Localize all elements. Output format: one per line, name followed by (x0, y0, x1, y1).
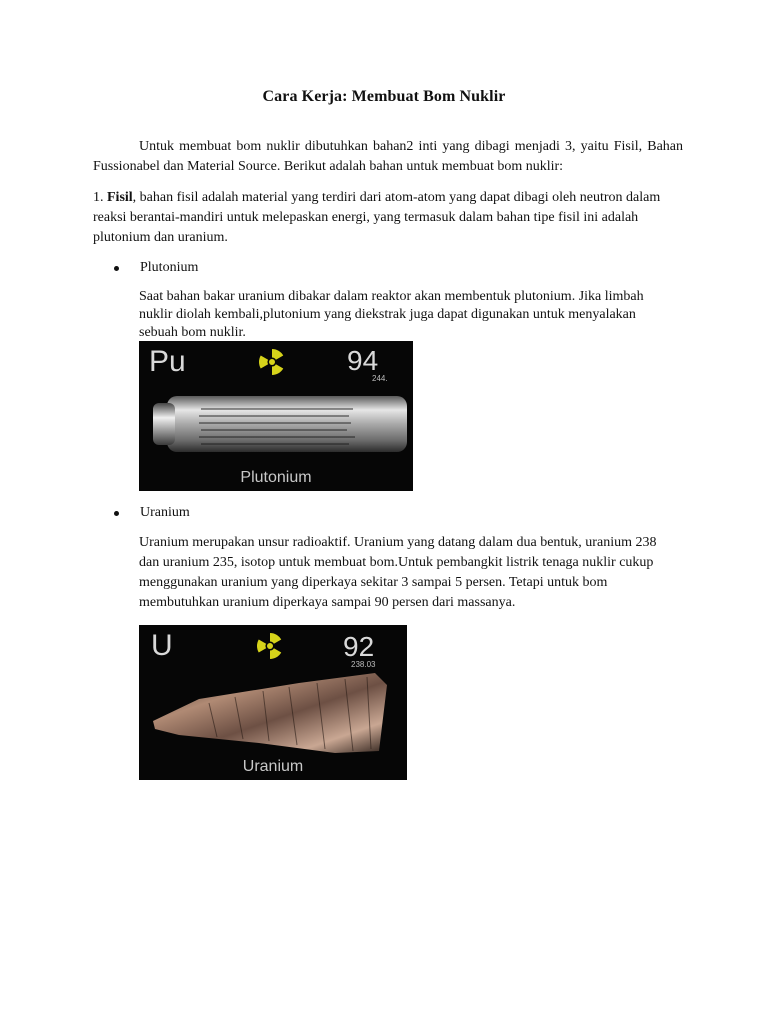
fisil-paragraph (93, 188, 683, 248)
list-item-uranium (114, 503, 190, 523)
uranium-image (139, 625, 407, 780)
plutonium-bullet-label: Plutonium (140, 260, 199, 275)
fisil-text: , bahan fisil adalah material yang terdiri dari atom-atom yang dapat dibagi oleh neutron dalam reaksi berantai-mandiri untuk melepaskan energi, yang termasuk dalam bahan tipe fisil ini adalah plutonium dan uranium. (93, 190, 661, 245)
fisil-number: 1. (93, 190, 107, 205)
radiation-trefoil-icon (257, 347, 287, 377)
atomic-mass: 238.03 (351, 660, 376, 669)
bullet-dot-icon (114, 511, 119, 516)
element-name: Plutonium (240, 469, 312, 486)
atomic-number: 92 (343, 631, 375, 662)
uranium-description: Uranium merupakan unsur radioaktif. Uranium yang datang dalam dua bentuk, uranium 238 dan uranium 235, isotop untuk membuat bom.Untuk pembangkit listrik tenaga nuklir cukup menggunakan uranium yang diperkaya sekitar 3 sampai 5 persen. Tetapi untuk bom membutuhkan uranium diperkaya sampai 90 persen dari massanya. (139, 535, 657, 610)
bullet-dot-icon (114, 266, 119, 271)
fisil-term: Fisil (107, 190, 133, 205)
radiation-trefoil-icon (255, 631, 285, 661)
atomic-number: 94 (347, 345, 379, 376)
plutonium-description: Saat bahan bakar uranium dibakar dalam reaktor akan membentuk plutonium. Jika limbah nuklir diolah kembali,plutonium yang diekstrak juga dapat digunakan untuk menyalakan sebuah bom nuklir. (139, 289, 644, 340)
uranium-bullet-label: Uranium (140, 505, 190, 520)
plutonium-image (139, 341, 413, 491)
element-name: Uranium (242, 758, 304, 775)
intro-paragraph: Untuk membuat bom nuklir dibutuhkan bahan2 inti yang dibagi menjadi 3, yaitu Fisil, Bahan Fussionabel dan Material Source. Berikut adalah bahan untuk membuat bom nuklir: (93, 139, 683, 174)
list-item-plutonium (114, 258, 198, 278)
atomic-mass: 244. (372, 374, 388, 383)
page-title: Cara Kerja: Membuat Bom Nuklir (262, 88, 506, 105)
element-symbol: Pu (149, 345, 186, 378)
element-symbol: U (151, 629, 173, 662)
